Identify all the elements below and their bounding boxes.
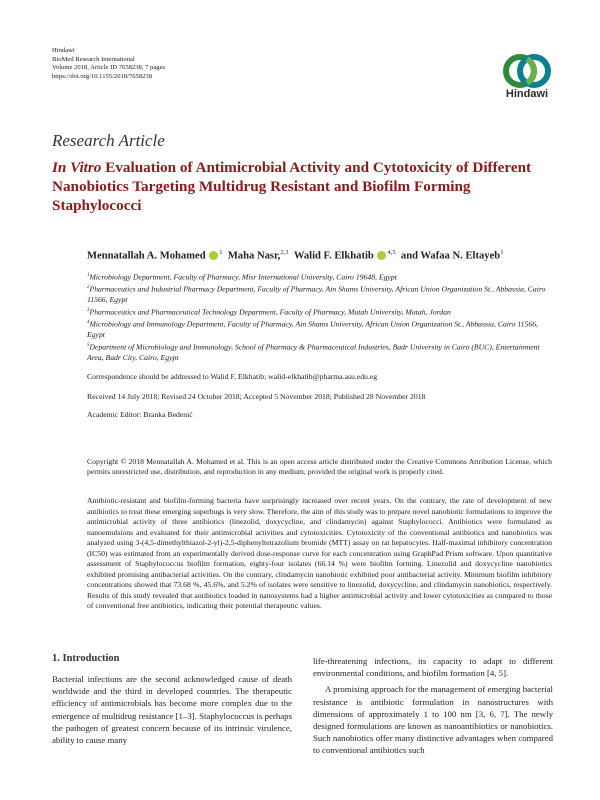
volume-info: Volume 2018, Article ID 7658238, 7 pages xyxy=(52,64,166,72)
author-sup: 4,5 xyxy=(387,249,396,256)
journal-name: BioMed Research International xyxy=(52,55,135,63)
hindawi-logo-text: Hindawi xyxy=(505,88,549,100)
aff-num: 2 xyxy=(87,285,90,291)
article-title xyxy=(52,158,552,215)
affiliation xyxy=(87,306,557,318)
author-sup: 1 xyxy=(219,249,223,256)
aff-text: Pharmaceutics and Pharmaceutical Technology Department, Faculty of Pharmacy, Mutah University, Mutah, Jordan xyxy=(89,307,451,317)
paragraph: A promising approach for the management of emerging bacterial resistance is antibiotic formulation in nanostructures with dimensions of approximately 1 to 100 nm [3, 6, 7]. The newly designed formulations are known as nanoantibiotics or nanobiotics. Such nanobiotics offer many distinctive advantages when compared to conventional antibiotics such xyxy=(313,684,553,756)
aff-text: Microbiology and Immunology Department, Faculty of Pharmacy, Ain Shams University, African Union Organization St., Abbassia, Cairo 11566, Egypt xyxy=(87,319,538,340)
copyright-notice: Copyright © 2018 Mennatallah A. Mohamed et al. This is an open access article distributed under the Creative Commons Attribution License, which permits unrestricted use, distribution, and reproduction in any medium, provided the original work is properly cited. xyxy=(87,457,552,477)
aff-text: Department of Microbiology and Immunology, School of Pharmacy & Pharmaceutical Industries, Badr University in Cairo (BUC), Entertainment Area, Badr City, Cairo, Egypt xyxy=(87,342,540,362)
publication-dates: Received 14 July 2018; Revised 24 October 2018; Accepted 5 November 2018; Published 28 November 2018 xyxy=(87,392,426,401)
title-rest: Evaluation of Antimicrobial Activity and Cytotoxicity of Different Nanobiotics Targeting Multidrug Resistant and Biofilm Forming Staphylococci xyxy=(52,159,532,214)
title-italic: In Vitro xyxy=(52,159,102,176)
author-name[interactable]: Maha Nasr, xyxy=(227,250,281,262)
correspondence: Correspondence should be addressed to Walid F. Elkhatib; walid-elkhatib@pharma.asu.edu.eg xyxy=(87,372,378,381)
aff-text: Pharmaceutics and Industrial Pharmacy Department, Faculty of Pharmacy, Ain Shams University, African Union Organization St., Abbassia, Cairo 11566, Egypt xyxy=(87,284,546,305)
author-list xyxy=(87,249,503,262)
author-sup: 2,3 xyxy=(280,249,289,256)
journal-header xyxy=(52,47,165,81)
abstract: Antibiotic-resistant and biofilm-forming bacteria have surprisingly increased over recent years. On the contrary, the rate of development of new antibiotics to treat these emerging superbugs is very slow. Therefore, the aim of this study was to prepare novel nanobiotic formulations to improve the antimicrobial activity of three antibiotics (linezolid, doxycycline, and clindamycin) against Staphylococci. Antibiotics were formulated as nanoemulsions and evaluated for their antimicrobial activities and cytotoxicities. Cytotoxicity of the conventional antibiotics and nanobiotics was analyzed using 3-(4,5-dimethylthiazol-2-yl)-2,5-diphenyltetrazolium bromide (MTT) assay on rat hepatocytes. Half-maximal inhibitory concentration (IC50) was estimated from an experimentally derived dose-response curve for each concentration using GraphPad Prism software. Upon quantitative assessment of Staphylococcus biofilm formation, eighty-four isolates (66.14 %) were biofilm forming. Linezolid and doxycycline nanobiotics exhibited promising antibacterial activities. On the contrary, clindamycin nanobiotic exhibited poor antibacterial activity. Minimum biofilm inhibitory concentrations showed that 73.68 %, 45.6%, and 5.2% of isolates were sensitive to linezolid, doxycycline, and clindamycin nanobiotics, respectively. Results of this study revealed that antibiotics loaded in nanosystems had a higher antimicrobial activity and lower cytotoxicities as compared to those of conventional free antibiotics, indicating their potential therapeutic values. xyxy=(87,496,552,610)
author-name[interactable]: Mennatallah A. Mohamed xyxy=(87,250,206,262)
orcid-icon[interactable] xyxy=(209,251,218,260)
aff-num: 5 xyxy=(87,343,90,349)
aff-num: 3 xyxy=(87,308,90,314)
author-name[interactable]: Walid F. Elkhatib xyxy=(293,250,374,262)
aff-num: 1 xyxy=(87,273,90,278)
aff-num: 4 xyxy=(87,320,90,326)
right-column xyxy=(313,655,553,757)
orcid-icon[interactable] xyxy=(377,251,386,260)
paragraph: life-threatening infections, its capacity to adapt to different environmental conditions, and biofilm formation [4, 5]. xyxy=(313,656,553,679)
left-column xyxy=(52,673,292,746)
section-heading: 1. Introduction xyxy=(52,653,120,664)
article-type: Research Article xyxy=(52,131,165,150)
author-sup: 1 xyxy=(500,249,504,256)
academic-editor: Academic Editor: Branka Bedenić xyxy=(87,410,193,419)
paragraph: Bacterial infections are the second acknowledged cause of death worldwide and the third in developed countries. The therapeutic efficiency of antimicrobials has become more complex due to the emergence of multidrug resistance [1–3]. Staphylococcus is perhaps the pathogen of greatest concern because of its intrinsic virulence, ability to cause many xyxy=(52,674,292,746)
affiliation xyxy=(87,271,557,283)
publisher-name: Hindawi xyxy=(52,47,75,54)
affiliation xyxy=(87,283,557,305)
affiliation xyxy=(87,341,557,363)
doi-link[interactable]: https://doi.org/10.1155/2018/7658238 xyxy=(52,72,153,80)
affiliations xyxy=(87,271,557,364)
affiliation xyxy=(87,318,557,340)
author-name[interactable]: and Wafaa N. Eltayeb xyxy=(400,250,501,262)
aff-text: Microbiology Department, Faculty of Pharmacy, Misr International University, Cairo 19648, Egypt xyxy=(89,272,397,282)
